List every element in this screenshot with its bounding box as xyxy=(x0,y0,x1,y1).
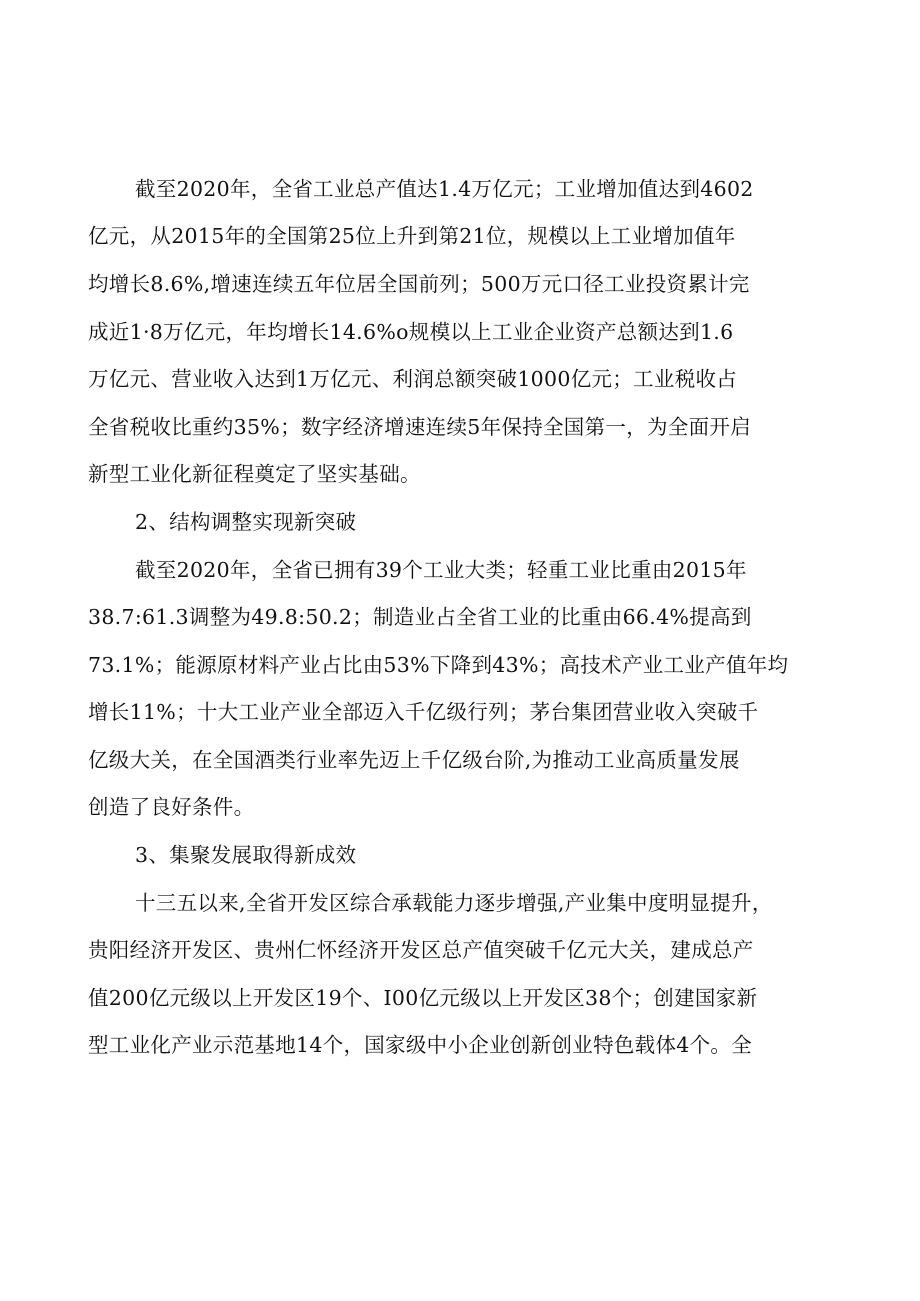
text-line: 万亿元、营业收入达到1万亿元、利润总额突破1000亿元；工业税收占 xyxy=(88,367,738,391)
text-line: 均增长8.6%,增速连续五年位居全国前列；500万元口径工业投资累计完 xyxy=(88,272,750,296)
text-line: 截至2020年，全省工业总产值达1.4万亿元；工业增加值达到4602 xyxy=(135,177,754,201)
text-line: 亿级大关，在全国酒类行业率先迈上千亿级台阶,为推动工业高质量发展 xyxy=(88,748,740,772)
section-heading: 2、结构调整实现新突破 xyxy=(135,510,357,534)
text-line: 型工业化产业示范基地14个，国家级中小企业创新创业特色载体4个。全 xyxy=(88,1033,753,1057)
text-line: 值200亿元级以上开发区19个、I00亿元级以上开发区38个；创建国家新 xyxy=(88,986,758,1010)
text-line: 增长11%；十大工业产业全部迈入千亿级行列；茅台集团营业收入突破千 xyxy=(88,700,759,724)
section-heading: 3、集聚发展取得新成效 xyxy=(135,843,357,867)
text-line: 亿元，从2015年的全国第25位上升到第21位，规模以上工业增加值年 xyxy=(88,224,736,248)
text-line: 十三五以来,全省开发区综合承载能力逐步增强,产业集中度明显提升， xyxy=(135,891,773,915)
text-line: 截至2020年，全省已拥有39个工业大类；轻重工业比重由2015年 xyxy=(135,558,747,582)
text-line: 全省税收比重约35%；数字经济增速连续5年保持全国第一，为全面开启 xyxy=(88,415,752,439)
text-line: 38.7:61.3调整为49.8:50.2；制造业占全省工业的比重由66.4%提高到 xyxy=(88,605,752,629)
text-line: 成近1·8万亿元，年均增长14.6%o规模以上工业企业资产总额达到1.6 xyxy=(88,320,734,344)
text-line: 贵阳经济开发区、贵州仁怀经济开发区总产值突破千亿元大关，建成总产 xyxy=(88,938,754,962)
text-line: 创造了良好条件。 xyxy=(88,795,255,819)
text-line: 新型工业化新征程奠定了坚实基础。 xyxy=(88,462,421,486)
text-line: 73.1%；能源原材料产业占比由53%下降到43%；高技术产业工业产值年均 xyxy=(88,653,789,677)
